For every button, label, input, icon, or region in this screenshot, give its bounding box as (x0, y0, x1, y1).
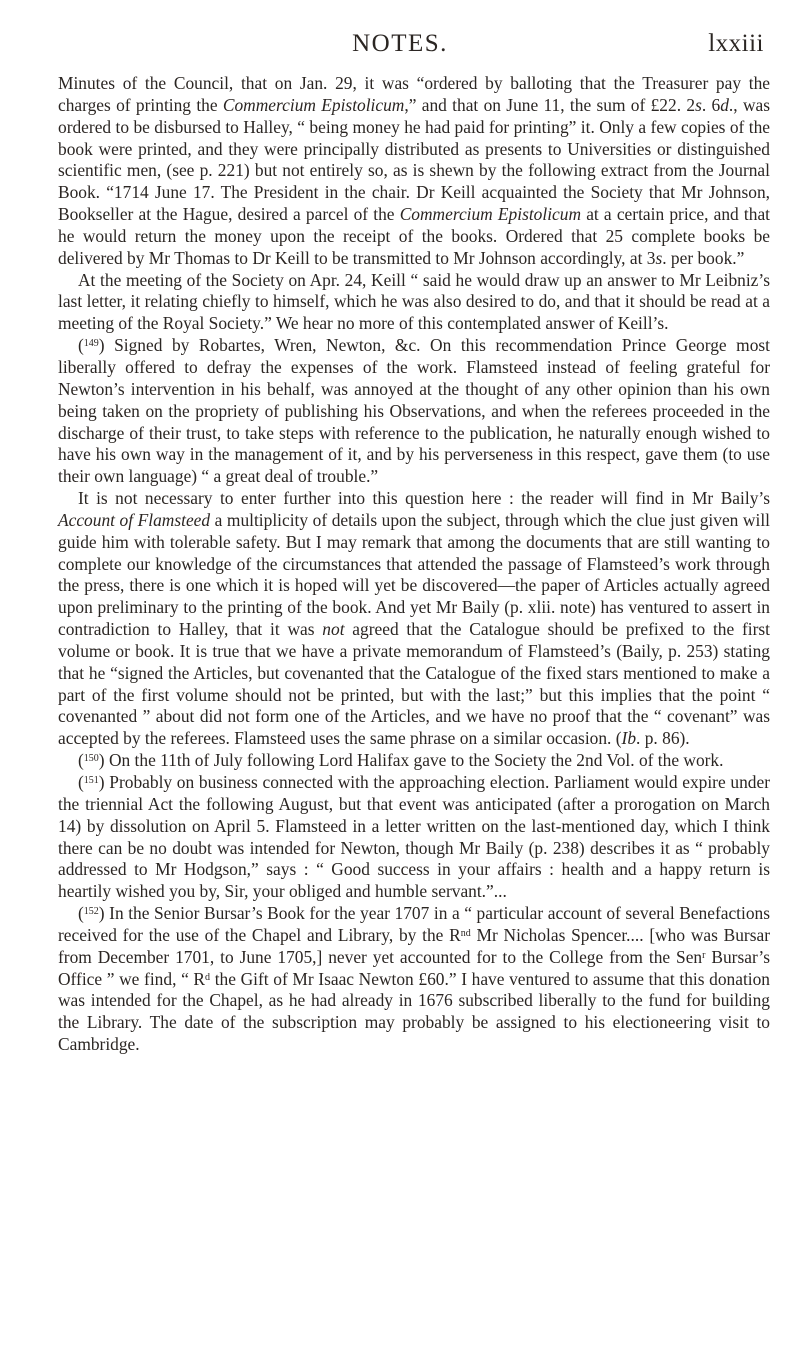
note-152: ($^{152}$) In the Senior Bursar’s Book for the year 1707 in a “ particular account of several Benefactions received for the use of the Chapel and Library, by the $R^{nd}$ Mr Nicholas Spencer.... [who was Bursar from December 1701, to June 1705,] never yet accounted for to the College from the Sen$^r$ Bursar’s Office ” we find, “ $R^d$ the Gift of Mr Isaac Newton £60.” I have ventured to assume that this donation was intended for the Chapel, as he had already in 1676 subscribed liberally to the fund for building the Library. The date of the subscription may probably be assigned to his electioneering visit to Cambridge. (58, 903, 771, 1055)
note-149: ($^{149}$) Signed by Robartes, Wren, Newton, &c. On this recommendation Prince George most liberally offered to defray the expenses of the work. Flamsteed instead of feeling grateful for Newton’s intervention in his behalf, was annoyed at the thought of any other opinion than his own being taken on the propriety of publishing his Observations, and when the referees proceeded in the discharge of their trust, to take steps with reference to the publication, he naturally enough wished to have his own way in the management of it, and by his perverseness in this respect, gave them (to use their own language) “ a great deal of trouble.” (58, 335, 770, 487)
paragraph-council-minutes: Minutes of the Council, that on Jan. 29, it was “ordered by balloting that the Treasurer pay the charges of printing the Commercium Epistolicum,” and that on June 11, the sum of £22. 2s. 6d., was ordered to be disbursed to Halley, “ being money he had paid for printing” it. Only a few copies of the book were printed, and they were principally distributed as presents to Universities or distinguished scientific men, (see p. 221) but not entirely so, as is shewn by the following extract from the Journal Book. “1714 June 17. The President in the chair. Dr Keill acquainted the Society that Mr Johnson, Bookseller at the Hague, desired a parcel of the Commercium Epistolicum at a certain price, and that he would return the money upon the receipt of the books. Ordered that 25 complete books be delivered by Mr Thomas to Dr Keill to be transmitted to Mr Johnson accordingly, at 3s. per book.” (58, 73, 770, 268)
note-150: ($^{150}$) On the 11th of July following Lord Halifax gave to the Society the 2nd Vol. of the work. (78, 750, 724, 771)
paragraph-keill-answer: At the meeting of the Society on Apr. 24, Keill “ said he would draw up an answer to Mr Leibniz’s last letter, it relating chiefly to himself, which he was also desired to do, and that it should be read at a meeting of the Royal Society.” We hear no more of this contemplated answer of Keill’s. (58, 269, 770, 334)
note-number: 152 (83, 906, 99, 918)
note-number: 150 (83, 753, 99, 765)
note-number: 149 (83, 338, 99, 350)
note-number: 151 (83, 775, 99, 786)
running-head (0, 30, 800, 60)
note-151: ($^{151}$) Probably on business connected with the approaching election. Parliament would expire under the triennial Act the following August, but that event was anticipated (after a prorogation on March 14) by dissolution on April 5. Flamsteed in a letter written on the last-mentioned day, which I think there can be no doubt was intended for Newton, though Mr Baily (p. 238) describes it as “ probably addressed to Mr Hodgson,” says : “ Good success in your affairs : health and a happy return is heartily wished you by, Sir, your obliged and humble servant.”... (58, 772, 770, 902)
running-title: NOTES. (352, 30, 448, 57)
page-number: lxxiii (708, 30, 764, 57)
paragraph-baily-account: It is not necessary to enter further into this question here : the reader will find in Mr Baily’s Account of Flamsteed a multiplicity of details upon the subject, through which the clue just given will guide him with tolerable safety. But I may remark that among the documents that are still wanting to complete our knowledge of the circumstances that attended the passage of Flamsteed’s work through the press, there is one which it is hoped will yet be discovered—the paper of Articles actually agreed upon preliminary to the printing of the book. And yet Mr Baily (p. xlii. note) has ventured to assert in contradiction to Halley, that it was not agreed that the Catalogue should be prefixed to the first volume or book. It is true that we have a private memorandum of Flamsteed’s (Baily, p. 253) stating that he “signed the Articles, but covenanted that the Catalogue of the fixed stars mentioned to make a part of the first volume should not be printed, but with the last;” but this implies that the point “ covenanted ” about did not form one of the Articles, and we have no proof that the “ covenant” was accepted by the referees. Flamsteed uses the same phrase on a similar occasion. (Ib. p. 86). (58, 488, 770, 749)
notes-body (58, 73, 770, 1056)
